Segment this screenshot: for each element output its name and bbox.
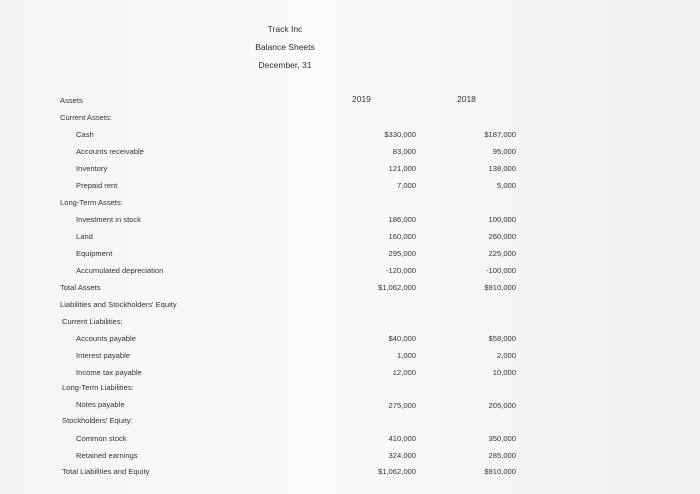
total-liabilities-and-equity-2018: $910,000 — [484, 467, 516, 476]
accounts-payable-2018: $58,000 — [488, 334, 516, 343]
retained-earnings-2018: 285,000 — [488, 451, 516, 460]
inventory-2019: 121,000 — [388, 164, 416, 173]
notes-payable-2019: 275,000 — [388, 401, 416, 410]
common-stock-2019: 410,000 — [388, 434, 416, 443]
row-label-long-term-liabilities: Long-Term Liabilities: — [62, 383, 134, 392]
statement-title: Balance Sheets — [255, 42, 315, 52]
row-label-current-liabilities: Current Liabilities: — [62, 317, 123, 326]
interest-payable-2018: 2,000 — [496, 351, 516, 360]
accumulated-depreciation-2019: -120,000 — [386, 266, 416, 275]
inventory-2018: 138,000 — [488, 164, 516, 173]
row-label-stockholders-equity: Stockholders' Equity: — [62, 416, 133, 425]
income-tax-payable-2019: 12,000 — [392, 368, 416, 377]
row-label-liabilities-and-equity: Liabilities and Stockholders' Equity — [60, 300, 177, 309]
accumulated-depreciation-2018: -100,000 — [486, 266, 516, 275]
row-label-accounts-receivable: Accounts receivable — [76, 147, 144, 156]
company-name: Track Inc — [267, 24, 303, 34]
row-label-interest-payable: Interest payable — [76, 351, 131, 360]
cash-2018: $187,000 — [484, 130, 516, 139]
interest-payable-2019: 1,000 — [396, 351, 416, 360]
row-label-accumulated-depreciation: Accumulated depreciation — [76, 266, 164, 275]
total-liabilities-and-equity-2019: $1,062,000 — [377, 467, 416, 476]
total-assets-2018: $910,000 — [484, 283, 516, 292]
row-label-total-liabilities-and-equity: Total Liabilities and Equity — [62, 467, 150, 476]
column-header-2018: 2018 — [457, 94, 476, 104]
column-header-2019: 2019 — [352, 94, 371, 104]
row-label-land: Land — [76, 232, 93, 241]
retained-earnings-2019: 324,000 — [388, 451, 416, 460]
cash-2019: $330,000 — [384, 130, 416, 139]
accounts-receivable-2018: 95,000 — [492, 147, 516, 156]
row-label-total-assets: Total Assets — [60, 283, 101, 292]
land-2018: 260,000 — [488, 232, 516, 241]
equipment-2019: 295,000 — [388, 249, 416, 258]
investment-in-stock-2019: 186,000 — [388, 215, 416, 224]
common-stock-2018: 350,000 — [488, 434, 516, 443]
row-label-notes-payable: Notes payable — [76, 400, 125, 409]
notes-payable-2018: 205,000 — [488, 401, 516, 410]
row-label-inventory: Inventory — [76, 164, 108, 173]
row-label-assets: Assets — [60, 96, 83, 105]
total-assets-2019: $1,062,000 — [377, 283, 416, 292]
row-label-equipment: Equipment — [76, 249, 113, 258]
row-label-retained-earnings: Retained earnings — [76, 451, 138, 460]
row-label-income-tax-payable: Income tax payable — [76, 368, 142, 377]
statement-date: December, 31 — [258, 60, 312, 70]
row-label-current-assets: Current Assets: — [60, 113, 112, 122]
accounts-receivable-2019: 83,000 — [392, 147, 416, 156]
income-tax-payable-2018: 10,000 — [492, 368, 516, 377]
row-label-prepaid-rent: Prepaid rent — [76, 181, 118, 190]
prepaid-rent-2019: 7,000 — [396, 181, 416, 190]
row-label-long-term-assets: Long-Term Assets: — [60, 198, 123, 207]
investment-in-stock-2018: 100,000 — [488, 215, 516, 224]
row-label-accounts-payable: Accounts payable — [76, 334, 136, 343]
row-label-cash: Cash — [76, 130, 94, 139]
row-label-common-stock: Common stock — [76, 434, 127, 443]
prepaid-rent-2018: 5,000 — [496, 181, 516, 190]
accounts-payable-2019: $40,000 — [388, 334, 416, 343]
equipment-2018: 225,000 — [488, 249, 516, 258]
row-label-investment-in-stock: Investment in stock — [76, 215, 141, 224]
land-2019: 160,000 — [388, 232, 416, 241]
